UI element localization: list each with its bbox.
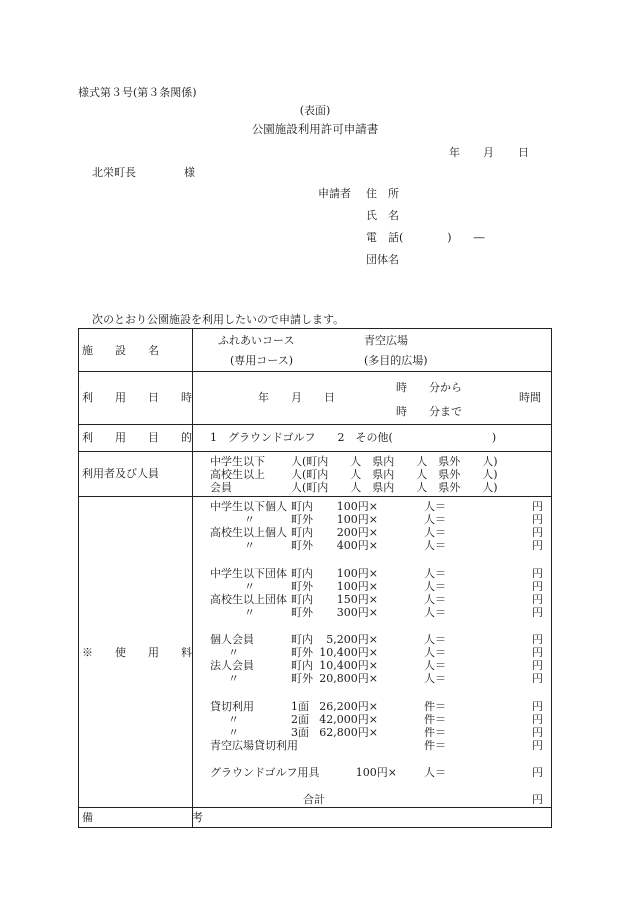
fee-row-area: 町外 <box>291 672 313 685</box>
fee-row-yen: 円 <box>532 526 543 539</box>
date-day-label: 日 <box>518 146 529 159</box>
fee-row-area: 町内 <box>291 526 313 539</box>
fee-row-area: 2面 <box>291 713 309 726</box>
fee-row-area: 町外 <box>291 539 313 552</box>
side-label: (表面) <box>299 104 331 117</box>
page-title: 公園施設利用許可申請書 <box>251 122 379 136</box>
fee-row-area: 町内 <box>291 500 313 513</box>
fee-row-price: 150円× <box>336 593 378 606</box>
fee-row-yen: 円 <box>532 633 543 646</box>
fee-row-price: 10,400円× <box>319 646 378 659</box>
purpose-options: 1 グラウンドゴルフ 2 その他( ) <box>210 431 497 444</box>
fee-row-yen: 円 <box>532 593 543 606</box>
fees-label: ※ 使 用 料 <box>82 646 192 659</box>
fee-row-area: 3面 <box>291 726 309 739</box>
fee-row-price: 10,400円× <box>319 659 378 672</box>
fee-row-name: 個人会員 <box>210 633 254 646</box>
fee-row-unit: 件＝ <box>424 726 446 739</box>
fee-row-name: 高校生以上個人 <box>210 526 287 539</box>
fee-row-area: 1面 <box>291 700 309 713</box>
fee-row-area: 町内 <box>291 593 313 606</box>
fee-row-name: 〃 <box>228 646 239 659</box>
fee-row-price: 100円× <box>336 580 378 593</box>
recipient-name: 北栄町長 <box>92 166 136 179</box>
fee-row-yen: 円 <box>532 726 543 739</box>
fee-row-price: 200円× <box>336 526 378 539</box>
datetime-label: 利 用 日 時 <box>82 391 192 404</box>
fee-row-unit: 人＝ <box>424 513 446 526</box>
facility-option-fureai-sub: (専用コース) <box>230 354 294 367</box>
fee-row-price: 300円× <box>336 606 378 619</box>
users-row: 高校生以上 <box>210 468 265 481</box>
fee-row-unit: 人＝ <box>424 567 446 580</box>
datetime-from: 時 分から <box>396 381 462 394</box>
fee-row-unit: 人＝ <box>424 500 446 513</box>
fee-row-name: 青空広場貸切利用 <box>210 739 298 752</box>
fee-row-price: 5,200円× <box>326 633 378 646</box>
applicant-address-label: 住 所 <box>366 187 399 200</box>
facility-option-aozora-sub: (多目的広場) <box>364 354 428 367</box>
fee-row-unit: 人＝ <box>424 526 446 539</box>
fees-total-yen: 円 <box>532 793 543 806</box>
fee-row-name: 中学生以下個人 <box>210 500 287 513</box>
fee-row-area: 町外 <box>291 513 313 526</box>
fee-row-area: 町外 <box>291 580 313 593</box>
fee-row-unit: 人＝ <box>424 672 446 685</box>
fee-row-price: 42,000円× <box>319 713 378 726</box>
fee-row-yen: 円 <box>532 513 543 526</box>
fee-row-price: 100円× <box>355 766 397 779</box>
fee-row-name: 法人会員 <box>210 659 254 672</box>
fee-row-unit: 件＝ <box>424 713 446 726</box>
datetime-ymd: 年 月 日 <box>258 391 335 404</box>
facility-option-fureai: ふれあいコース <box>218 334 295 347</box>
fee-row-price: 100円× <box>336 567 378 580</box>
fee-row-name: 〃 <box>244 580 255 593</box>
users-label: 利用者及び人員 <box>82 467 159 480</box>
fee-row-name: 〃 <box>228 726 239 739</box>
fee-row-yen: 円 <box>532 739 543 752</box>
fee-row-unit: 人＝ <box>424 539 446 552</box>
datetime-to: 時 分まで <box>396 405 462 418</box>
fee-row-area: 町外 <box>291 606 313 619</box>
fee-row-name: 〃 <box>244 606 255 619</box>
date-year-label: 年 <box>449 146 460 159</box>
fee-row-unit: 人＝ <box>424 659 446 672</box>
fee-row-name: 高校生以上団体 <box>210 593 287 606</box>
intro-text: 次のとおり公園施設を利用したいので申請します。 <box>92 313 345 326</box>
applicant-label: 申請者 <box>318 187 351 200</box>
users-row-detail: 人(町内 人 県内 人 県外 人) <box>291 481 498 494</box>
fee-row-unit: 人＝ <box>424 593 446 606</box>
fee-row-area: 町外 <box>291 646 313 659</box>
remarks-label: 備 考 <box>82 811 203 824</box>
purpose-label: 利 用 目 的 <box>82 431 192 444</box>
applicant-name-label: 氏 名 <box>366 209 399 222</box>
users-row: 会員 <box>210 481 232 494</box>
fee-row-yen: 円 <box>532 539 543 552</box>
fee-row-unit: 人＝ <box>424 633 446 646</box>
fee-row-unit: 件＝ <box>424 700 446 713</box>
fee-row-area: 町内 <box>291 633 313 646</box>
facility-label: 施 設 名 <box>82 344 159 357</box>
fee-row-price: 100円× <box>336 513 378 526</box>
users-row: 中学生以下 <box>210 455 265 468</box>
fee-row-yen: 円 <box>532 713 543 726</box>
fee-row-yen: 円 <box>532 606 543 619</box>
fee-row-area: 町内 <box>291 659 313 672</box>
fee-row-price: 400円× <box>336 539 378 552</box>
applicant-group-label: 団体名 <box>366 253 399 266</box>
date-month-label: 月 <box>483 146 494 159</box>
recipient-honorific: 様 <box>184 166 195 179</box>
fee-row-unit: 人＝ <box>424 646 446 659</box>
fee-row-unit: 人＝ <box>424 766 446 779</box>
applicant-phone-label: 電 話( ) ― <box>366 231 485 244</box>
users-row-detail: 人(町内 人 県内 人 県外 人) <box>291 455 498 468</box>
fee-row-yen: 円 <box>532 700 543 713</box>
fee-row-name: 中学生以下団体 <box>210 567 287 580</box>
fee-row-yen: 円 <box>532 567 543 580</box>
fee-row-area: 町内 <box>291 567 313 580</box>
fee-row-price: 100円× <box>336 500 378 513</box>
fee-row-yen: 円 <box>532 580 543 593</box>
form-number: 様式第３号(第３条関係) <box>78 86 197 99</box>
users-row-detail: 人(町内 人 県内 人 県外 人) <box>291 468 498 481</box>
fee-row-price: 20,800円× <box>319 672 378 685</box>
fee-row-name: 〃 <box>244 513 255 526</box>
fee-row-yen: 円 <box>532 766 543 779</box>
fee-row-price: 26,200円× <box>319 700 378 713</box>
facility-option-aozora: 青空広場 <box>364 334 408 347</box>
fee-row-unit: 人＝ <box>424 606 446 619</box>
fee-row-name: グラウンドゴルフ用具 <box>210 766 320 779</box>
fee-row-unit: 件＝ <box>424 739 446 752</box>
fee-row-name: 〃 <box>228 672 239 685</box>
fees-total-label: 合計 <box>303 793 325 806</box>
fee-row-name: 〃 <box>228 713 239 726</box>
fee-row-price: 62,800円× <box>319 726 378 739</box>
fee-row-name: 〃 <box>244 539 255 552</box>
datetime-hours: 時間 <box>519 391 541 404</box>
fee-row-yen: 円 <box>532 500 543 513</box>
fee-row-yen: 円 <box>532 646 543 659</box>
fee-row-yen: 円 <box>532 659 543 672</box>
fee-row-unit: 人＝ <box>424 580 446 593</box>
fee-row-name: 貸切利用 <box>210 700 254 713</box>
fee-row-yen: 円 <box>532 672 543 685</box>
